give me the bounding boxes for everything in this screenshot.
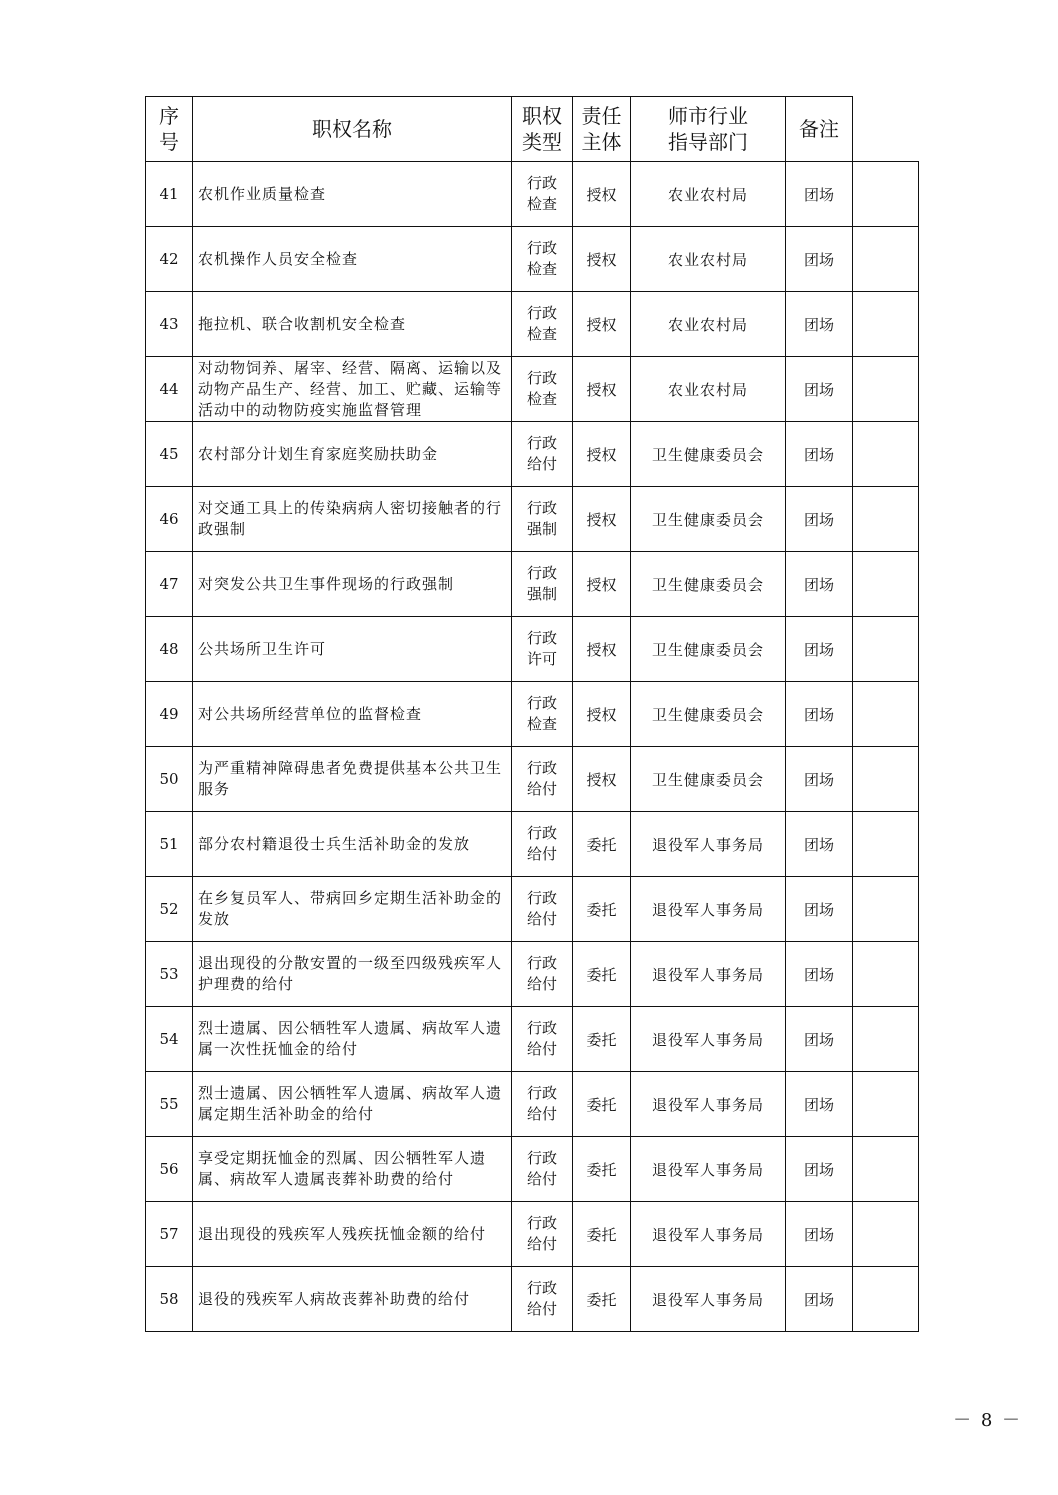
cell-dept: 退役军人事务局	[631, 1007, 786, 1072]
cell-remark: 团场	[786, 1072, 853, 1137]
cell-blank	[853, 1267, 919, 1332]
cell-type-line: 行政	[526, 369, 557, 387]
cell-remark: 团场	[786, 227, 853, 292]
cell-type	[512, 1137, 573, 1202]
cell-type	[512, 227, 573, 292]
cell-name: 拖拉机、联合收割机安全检查	[193, 292, 512, 357]
cell-type	[512, 162, 573, 227]
cell-dept: 退役军人事务局	[631, 877, 786, 942]
cell-remark: 团场	[786, 812, 853, 877]
cell-subject: 授权	[573, 422, 631, 487]
cell-type-line: 行政	[526, 174, 557, 192]
cell-type	[512, 812, 573, 877]
cell-dept: 卫生健康委员会	[631, 552, 786, 617]
cell-dept: 卫生健康委员会	[631, 422, 786, 487]
cell-type-line: 行政	[526, 954, 557, 972]
table-row	[146, 552, 919, 617]
cell-type	[512, 1202, 573, 1267]
cell-type-line: 行政	[526, 759, 557, 777]
cell-name: 享受定期抚恤金的烈属、因公牺牲军人遗属、病故军人遗属丧葬补助费的给付	[193, 1137, 512, 1202]
cell-no: 45	[146, 422, 193, 487]
cell-dept: 卫生健康委员会	[631, 682, 786, 747]
cell-type-line: 给付	[526, 975, 557, 993]
cell-no: 46	[146, 487, 193, 552]
cell-type-line: 许可	[526, 650, 557, 668]
cell-remark: 团场	[786, 942, 853, 1007]
cell-name: 退出现役的残疾军人残疾抚恤金额的给付	[193, 1202, 512, 1267]
cell-no: 53	[146, 942, 193, 1007]
cell-type	[512, 617, 573, 682]
cell-blank	[853, 942, 919, 1007]
cell-subject: 授权	[573, 682, 631, 747]
cell-name: 为严重精神障碍患者免费提供基本公共卫生服务	[193, 747, 512, 812]
cell-dept: 退役军人事务局	[631, 1267, 786, 1332]
cell-type	[512, 682, 573, 747]
cell-type-line: 检查	[526, 260, 557, 278]
cell-type-line: 行政	[526, 1019, 557, 1037]
cell-type	[512, 877, 573, 942]
cell-name: 对公共场所经营单位的监督检查	[193, 682, 512, 747]
cell-name: 部分农村籍退役士兵生活补助金的发放	[193, 812, 512, 877]
cell-type-line: 行政	[526, 629, 557, 647]
table-row	[146, 1267, 919, 1332]
cell-dept: 退役军人事务局	[631, 1072, 786, 1137]
cell-type	[512, 552, 573, 617]
cell-blank	[853, 162, 919, 227]
cell-name: 农机操作人员安全检查	[193, 227, 512, 292]
cell-blank	[853, 1072, 919, 1137]
cell-dept: 退役军人事务局	[631, 812, 786, 877]
cell-type-line: 给付	[526, 1170, 557, 1188]
cell-dept: 卫生健康委员会	[631, 487, 786, 552]
table-row	[146, 877, 919, 942]
cell-blank	[853, 617, 919, 682]
cell-dept: 农业农村局	[631, 227, 786, 292]
cell-type	[512, 292, 573, 357]
cell-remark: 团场	[786, 1202, 853, 1267]
cell-blank	[853, 487, 919, 552]
cell-blank	[853, 1202, 919, 1267]
cell-remark: 团场	[786, 422, 853, 487]
table-row	[146, 1007, 919, 1072]
cell-remark: 团场	[786, 877, 853, 942]
cell-name: 对交通工具上的传染病病人密切接触者的行政强制	[193, 487, 512, 552]
header-subject: 责任 主体	[573, 97, 631, 162]
cell-remark: 团场	[786, 487, 853, 552]
cell-blank	[853, 227, 919, 292]
cell-no: 58	[146, 1267, 193, 1332]
cell-no: 49	[146, 682, 193, 747]
cell-type-line: 给付	[526, 1235, 557, 1253]
cell-name: 农机作业质量检查	[193, 162, 512, 227]
cell-dept: 农业农村局	[631, 292, 786, 357]
table-row	[146, 487, 919, 552]
page-number: － 8 －	[953, 1410, 1022, 1431]
cell-remark: 团场	[786, 357, 853, 422]
cell-blank	[853, 1007, 919, 1072]
cell-type-line: 检查	[526, 325, 557, 343]
cell-subject: 授权	[573, 747, 631, 812]
cell-type-line: 行政	[526, 434, 557, 452]
cell-subject: 委托	[573, 1137, 631, 1202]
cell-no: 41	[146, 162, 193, 227]
cell-remark: 团场	[786, 162, 853, 227]
cell-type	[512, 1072, 573, 1137]
table-row	[146, 1137, 919, 1202]
cell-subject: 委托	[573, 877, 631, 942]
cell-subject: 委托	[573, 812, 631, 877]
table-row	[146, 227, 919, 292]
cell-remark: 团场	[786, 1007, 853, 1072]
cell-type-line: 行政	[526, 694, 557, 712]
cell-no: 51	[146, 812, 193, 877]
cell-blank	[853, 422, 919, 487]
cell-blank	[853, 1137, 919, 1202]
cell-no: 43	[146, 292, 193, 357]
cell-no: 52	[146, 877, 193, 942]
cell-name: 对突发公共卫生事件现场的行政强制	[193, 552, 512, 617]
cell-no: 55	[146, 1072, 193, 1137]
cell-name: 公共场所卫生许可	[193, 617, 512, 682]
cell-type-line: 行政	[526, 239, 557, 257]
cell-blank	[853, 682, 919, 747]
cell-type-line: 行政	[526, 1214, 557, 1232]
table-row	[146, 682, 919, 747]
cell-dept: 卫生健康委员会	[631, 747, 786, 812]
cell-type-line: 给付	[526, 780, 557, 798]
authority-table	[145, 96, 919, 1332]
cell-subject: 授权	[573, 162, 631, 227]
cell-type-line: 行政	[526, 1279, 557, 1297]
cell-type	[512, 942, 573, 1007]
table-row	[146, 357, 919, 422]
cell-no: 57	[146, 1202, 193, 1267]
cell-type	[512, 422, 573, 487]
cell-type-line: 行政	[526, 889, 557, 907]
cell-remark: 团场	[786, 617, 853, 682]
cell-blank	[853, 552, 919, 617]
cell-name: 退出现役的分散安置的一级至四级残疾军人护理费的给付	[193, 942, 512, 1007]
cell-remark: 团场	[786, 552, 853, 617]
cell-type-line: 强制	[526, 585, 557, 603]
cell-remark: 团场	[786, 682, 853, 747]
cell-dept: 退役军人事务局	[631, 942, 786, 1007]
cell-type-line: 行政	[526, 1149, 557, 1167]
cell-type	[512, 1267, 573, 1332]
table-row	[146, 422, 919, 487]
cell-remark: 团场	[786, 747, 853, 812]
cell-no: 44	[146, 357, 193, 422]
cell-type	[512, 357, 573, 422]
cell-subject: 委托	[573, 1007, 631, 1072]
header-no: 序 号	[146, 97, 193, 162]
table-header-row	[146, 97, 919, 162]
cell-no: 47	[146, 552, 193, 617]
cell-name: 烈士遗属、因公牺牲军人遗属、病故军人遗属一次性抚恤金的给付	[193, 1007, 512, 1072]
table-row	[146, 1072, 919, 1137]
cell-name: 对动物饲养、屠宰、经营、隔离、运输以及动物产品生产、经营、加工、贮藏、运输等活动中的动物防疫实施监督管理	[193, 357, 512, 422]
header-name: 职权名称	[193, 97, 512, 162]
table-row	[146, 1202, 919, 1267]
cell-type-line: 给付	[526, 1300, 557, 1318]
cell-blank	[853, 292, 919, 357]
cell-type-line: 检查	[526, 195, 557, 213]
header-type: 职权 类型	[512, 97, 573, 162]
cell-blank	[853, 747, 919, 812]
cell-no: 54	[146, 1007, 193, 1072]
cell-subject: 委托	[573, 942, 631, 1007]
cell-no: 56	[146, 1137, 193, 1202]
table-row	[146, 617, 919, 682]
cell-no: 50	[146, 747, 193, 812]
cell-dept: 农业农村局	[631, 162, 786, 227]
cell-type-line: 检查	[526, 390, 557, 408]
cell-dept: 农业农村局	[631, 357, 786, 422]
cell-blank	[853, 812, 919, 877]
cell-subject: 委托	[573, 1202, 631, 1267]
cell-subject: 委托	[573, 1072, 631, 1137]
cell-type-line: 给付	[526, 845, 557, 863]
cell-type	[512, 1007, 573, 1072]
cell-type-line: 行政	[526, 1084, 557, 1102]
cell-no: 48	[146, 617, 193, 682]
cell-dept: 退役军人事务局	[631, 1137, 786, 1202]
cell-type-line: 给付	[526, 1040, 557, 1058]
cell-type-line: 行政	[526, 824, 557, 842]
cell-type	[512, 747, 573, 812]
cell-remark: 团场	[786, 1137, 853, 1202]
table-row	[146, 292, 919, 357]
cell-type-line: 给付	[526, 455, 557, 473]
cell-type-line: 行政	[526, 564, 557, 582]
cell-type-line: 给付	[526, 1105, 557, 1123]
cell-type-line: 行政	[526, 499, 557, 517]
cell-dept: 退役军人事务局	[631, 1202, 786, 1267]
cell-remark: 团场	[786, 1267, 853, 1332]
cell-subject: 授权	[573, 487, 631, 552]
cell-subject: 授权	[573, 552, 631, 617]
cell-blank	[853, 357, 919, 422]
header-remark: 备注	[786, 97, 853, 162]
cell-subject: 授权	[573, 617, 631, 682]
cell-type-line: 强制	[526, 520, 557, 538]
table-row	[146, 812, 919, 877]
cell-type-line: 行政	[526, 304, 557, 322]
cell-remark: 团场	[786, 292, 853, 357]
header-blank	[853, 97, 919, 162]
cell-no: 42	[146, 227, 193, 292]
cell-name: 烈士遗属、因公牺牲军人遗属、病故军人遗属定期生活补助金的给付	[193, 1072, 512, 1137]
cell-name: 退役的残疾军人病故丧葬补助费的给付	[193, 1267, 512, 1332]
cell-type	[512, 487, 573, 552]
cell-subject: 授权	[573, 227, 631, 292]
cell-subject: 授权	[573, 292, 631, 357]
cell-blank	[853, 877, 919, 942]
cell-subject: 授权	[573, 357, 631, 422]
table-row	[146, 162, 919, 227]
table-row	[146, 747, 919, 812]
cell-name: 农村部分计划生育家庭奖励扶助金	[193, 422, 512, 487]
cell-name: 在乡复员军人、带病回乡定期生活补助金的发放	[193, 877, 512, 942]
cell-type-line: 给付	[526, 910, 557, 928]
cell-type-line: 检查	[526, 715, 557, 733]
header-dept: 师市行业 指导部门	[631, 97, 786, 162]
cell-dept: 卫生健康委员会	[631, 617, 786, 682]
cell-subject: 委托	[573, 1267, 631, 1332]
table-row	[146, 942, 919, 1007]
